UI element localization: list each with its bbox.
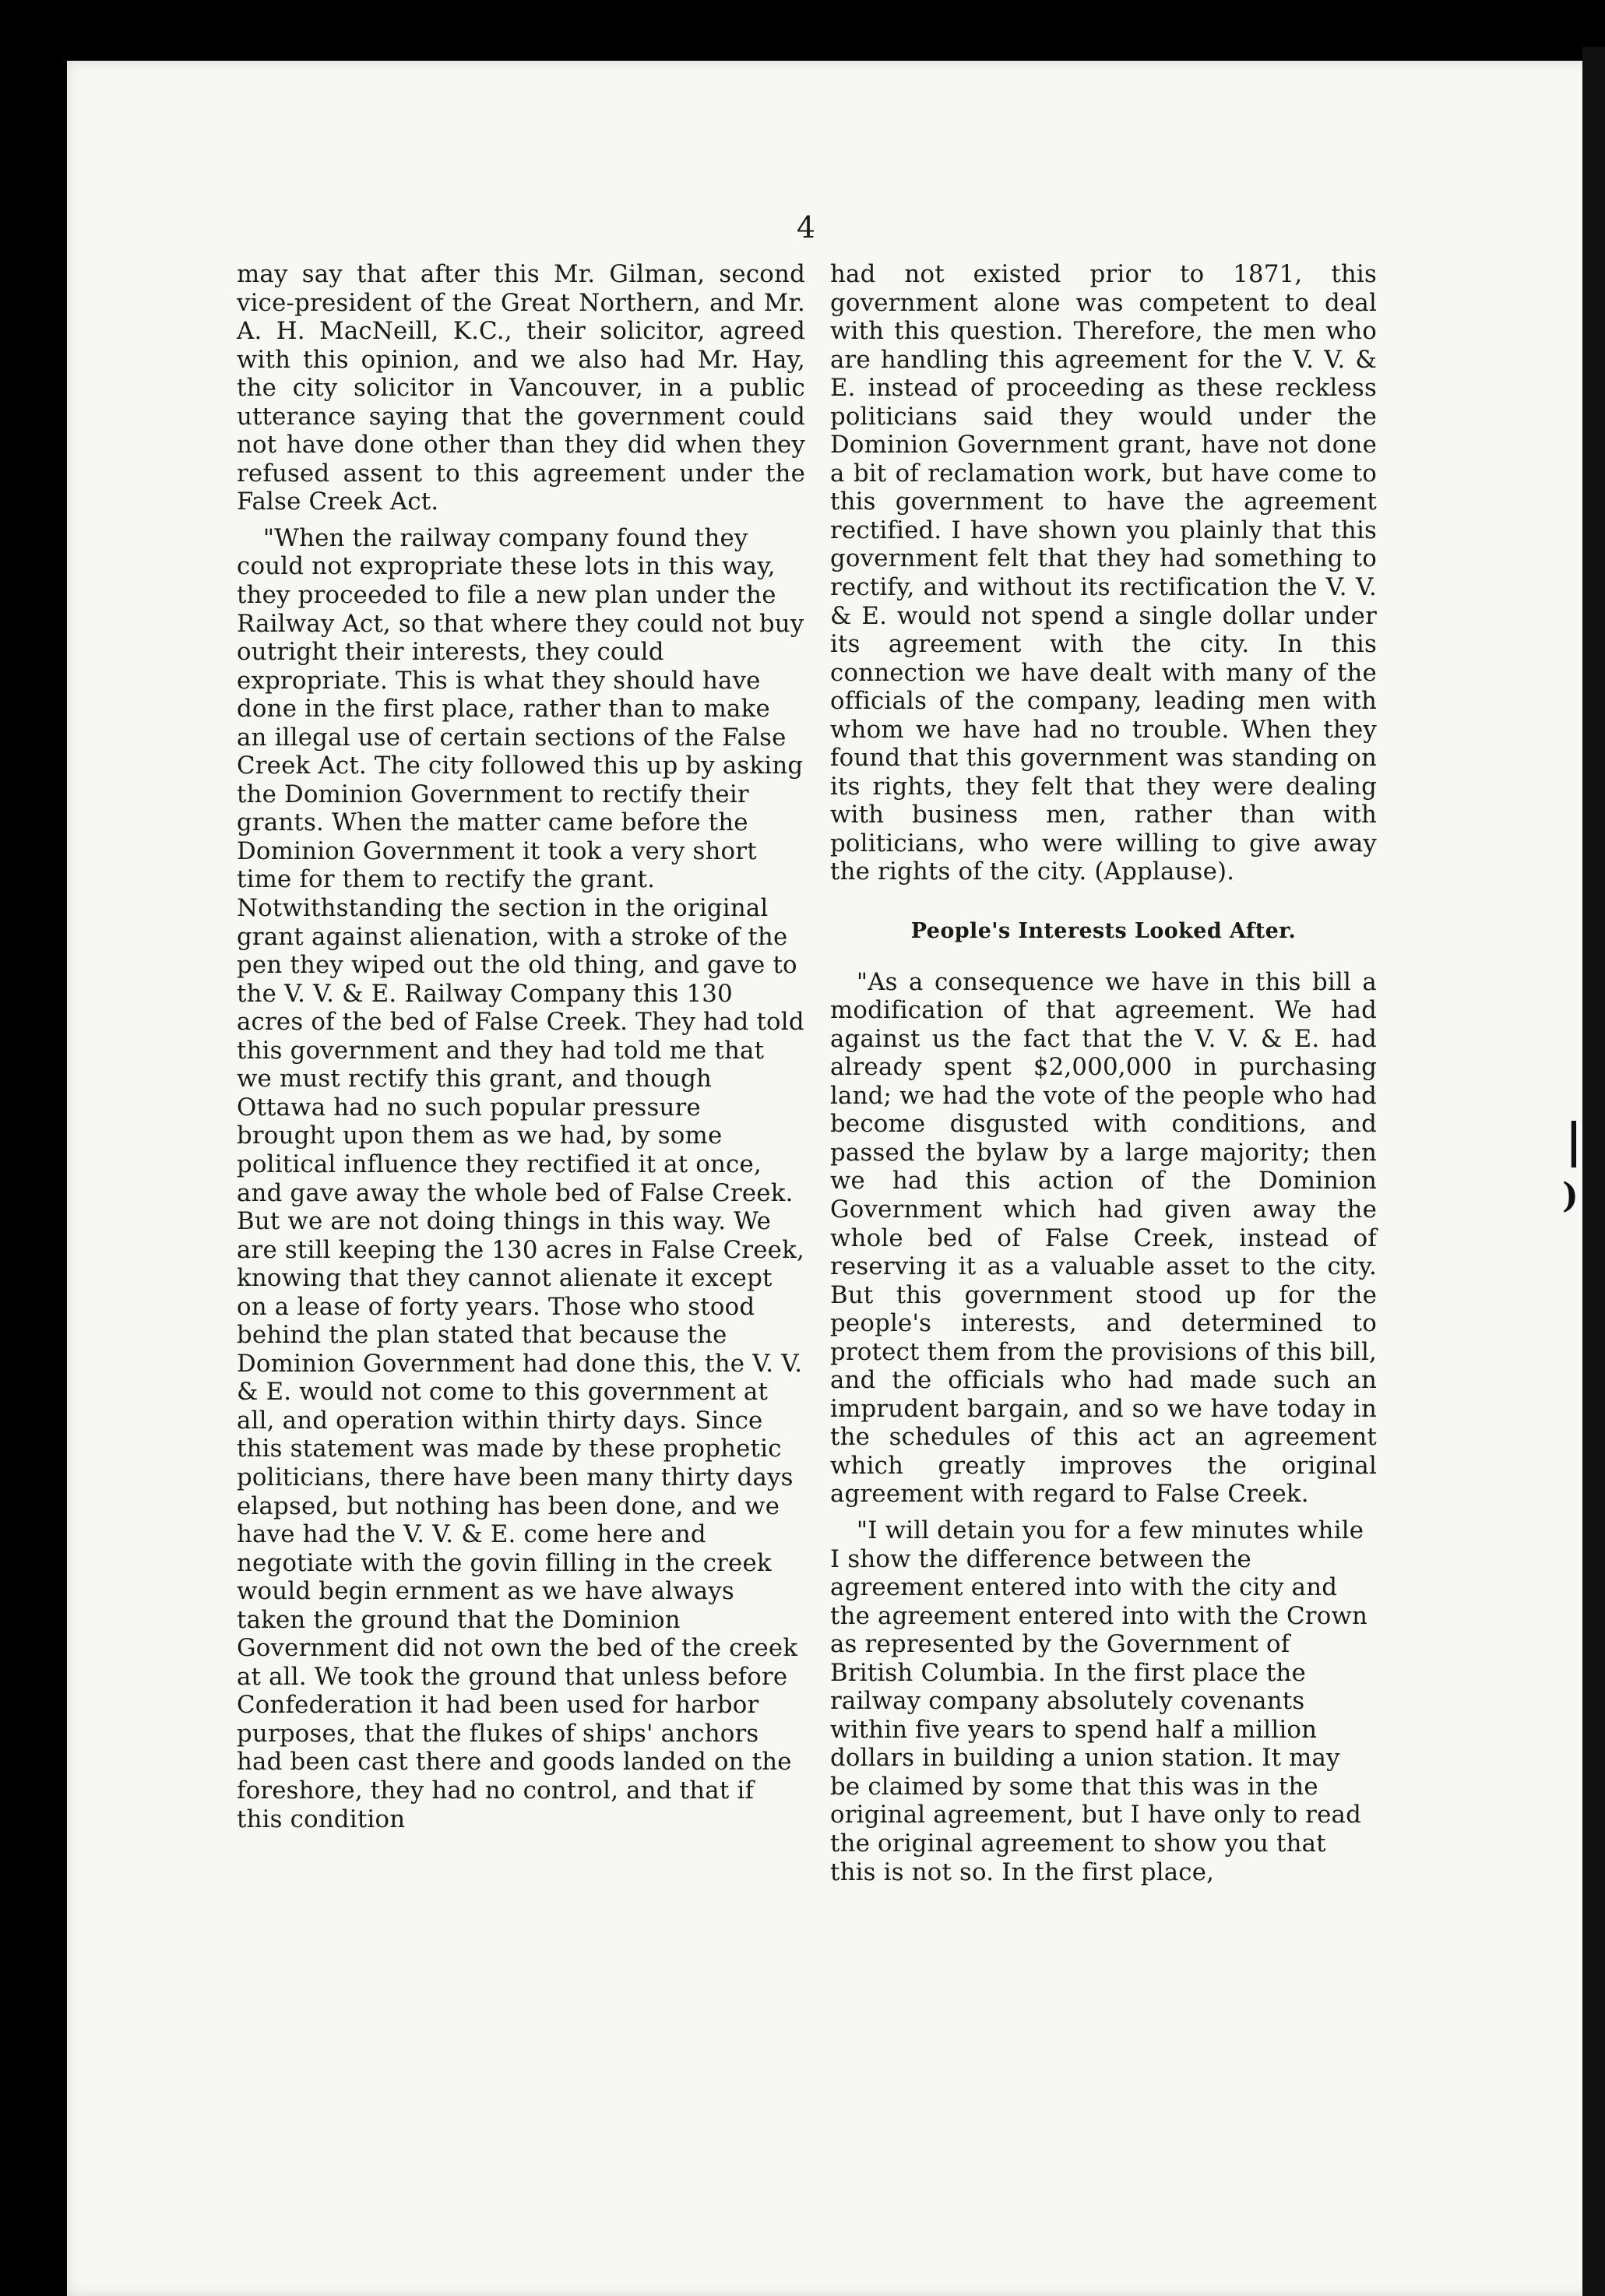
paragraph: "When the railway company found they could not expropriate these lots in this way, they proceeded to file a new plan under the Railway Act, so that where they could not buy outright their interests, they could expropriate. This is what they should have done in the first place, rather than to make an illegal use of certain sections of the False Creek Act. The city followed this up by asking the Dominion Government to rectify their grants. When the matter came before the Dominion Government it took a very short time for them to rectify the grant. Notwithstanding the section in the original grant against alienation, with a stroke of the pen they wiped out the old thing, and gave to the V. V. & E. Railway Company this 130 acres of the bed of False Creek. They had told this government and they had told me that we must rectify this grant, and though Ottawa had no such popular pressure brought upon them as we had, by some political influence they rectified it at once, and gave away the whole bed of False Creek. But we are not doing things in this way. We are still keeping the 130 acres in False Creek, knowing that they cannot alienate it except on a lease of forty years. Those who stood behind the plan stated that because the Dominion Government had done this, the V. V. & E. would not come to this government at all, and operation within thirty days. Since this statement was made by these prophetic politicians, there have been many thirty days elapsed, but nothing has been done, and we have had the V. V. & E. come here and negotiate with the govin filling in the creek would begin ernment as we have always taken the ground that the Dominion Government did not own the bed of the creek at all. We took the ground that unless before Confederation it had been used for harbor purposes, that the flukes of ships' anchors had been cast there and goods landed on the foreshore, they had no control, and that if this condition (237, 523, 804, 1833)
scan-mark: | (1565, 1114, 1582, 1168)
paragraph: "As a consequence we have in this bill a modification of that agreement. We had against us the fact that the V. V. & E. had already spent $2,000,000 in purchasing land; we had the vote of the people who had become disgusted with conditions, and passed the bylaw by a large majority; then we had this action of the Dominion Government which had given away the whole bed of False Creek, instead of reserving it as a valuable asset to the city. But this government stood up for the people's interests, and determined to protect them from the provisions of this bill, and the officials who had made such an imprudent bargain, and so we have today in the schedules of this act an agreement which greatly improves the original agreement with regard to False Creek. (830, 967, 1377, 1509)
page-number: 4 (796, 210, 816, 245)
scan-mark: ) (1562, 1176, 1579, 1216)
scan-border (1582, 47, 1605, 2296)
left-column (237, 260, 805, 1833)
paragraph: "I will detain you for a few minutes while I show the difference between the agreement entered into with the city and the agreement entered into with the Crown as represented by the Government of British Columbia. In the first place the railway company absolutely covenants within five years to spend half a million dollars in building a union station. It may be claimed by some that this was in the original agreement, but I have only to read the original agreement to show you that this is not so. In the first place, (830, 1516, 1368, 1886)
section-heading: People's Interests Looked After. (910, 919, 1297, 944)
paragraph: may say that after this Mr. Gilman, second vice-president of the Great Northern, and Mr. A. H. MacNeill, K.C., their solicitor, agreed with this opinion, and we also had Mr. Hay, the city solicitor in Vancouver, in a public utterance saying that the government could not have done other than they did when they refused assent to this agreement under the False Creek Act. (237, 260, 805, 516)
right-column (830, 260, 1377, 1886)
paragraph: had not existed prior to 1871, this government alone was competent to deal with this question. Therefore, the men who are handling this agreement for the V. V. & E. instead of proceeding as these reckless politicians said they would under the Dominion Government grant, have not done a bit of reclamation work, but have come to this government to have the agreement rectified. I have shown you plainly that this government felt that they had something to rectify, and without its rectification the V. V. & E. would not spend a single dollar under its agreement with the city. In this connection we have dealt with many of the officials of the company, leading men with whom we have had no trouble. When they found that this government was standing on its rights, they felt that they were dealing with business men, rather than with politicians, who were willing to give away the rights of the city. (Applause). (830, 260, 1377, 886)
